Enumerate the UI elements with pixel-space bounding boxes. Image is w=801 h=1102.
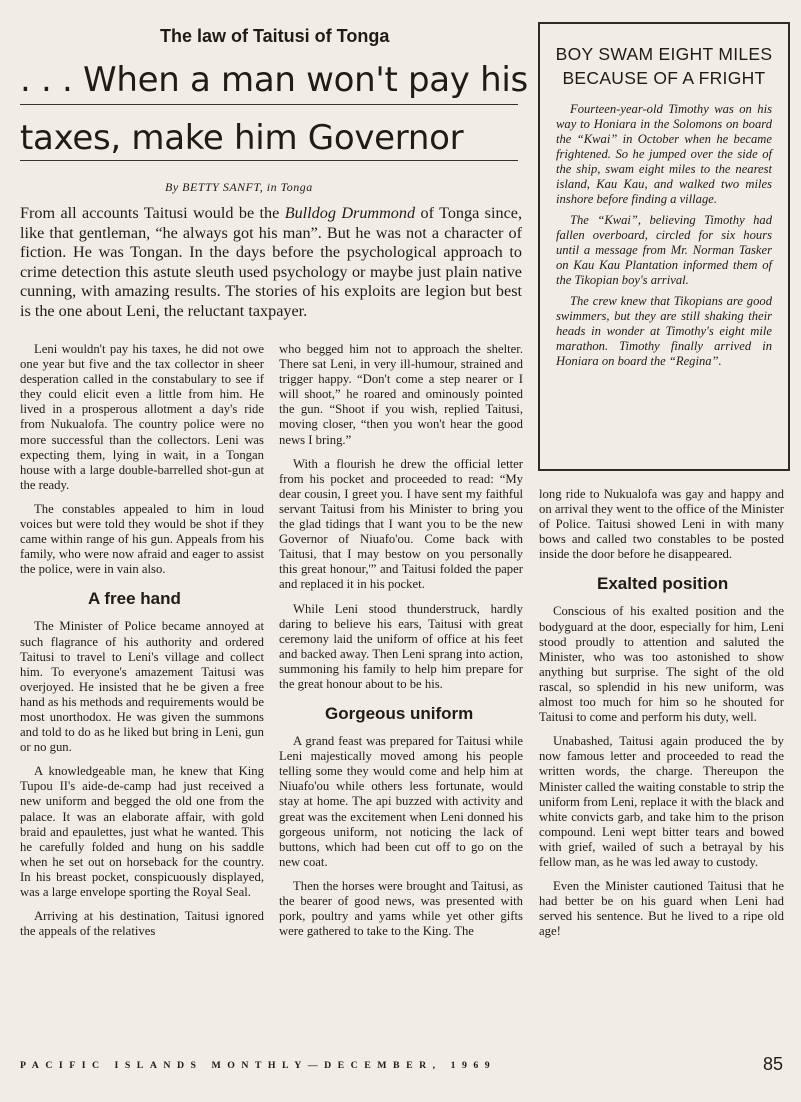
column-1-paragraph: A knowledgeable man, he knew that King Tupou II's aide-de-camp had just received a new uniform and begged the old one from the palace. It was an elaborate affair, with gold braid and epaulettes, just what he wanted. This he carefully folded and hung on his saddle when he set out on horseback for the country. In his breast pocket, conspicuously displayed, was a large envelope sporting the Royal Seal.: [20, 764, 264, 899]
sidebar-paragraph: Fourteen-year-old Timothy was on his way to Honiara in the Solomons on board the “Kwai” in October when he became frightened. So he jumped over the side of the ship, swam eight miles to the nearest island, Kau Kau, and walked two miles inshore before finding a village.: [556, 102, 772, 206]
intro-text-before: From all accounts Taitusi would be the: [20, 204, 285, 222]
column-2-lead: who begged him not to approach the shelter. There sat Leni, in very ill-humour, strained and trigger happy. “Don't come a step nearer or I will shoot,” he roared and ominously pointed the gun. “Shoot if you wish, replied Taitusi, moving closer, “then you won't hear the good news I bring.”: [279, 342, 523, 447]
sidebar-paragraph: The “Kwai”, believing Timothy had fallen overboard, circled for six hours until a message from Mr. Norman Tasker on Kau Kau Plantation informed them of the Tikopian boy's arrival.: [556, 213, 772, 287]
column-3-paragraph: Unabashed, Taitusi again produced the by now famous letter and proceeded to read the written words, the charge. Thereupon the Minister called the waiting constable to strip the uniform from Leni, replace it with the black and white convicts garb, and take him to the prison compound. Leni wept bitter tears and bowed with grief, wailed of such a betrayal by his fellow man, as he was led away to custody.: [539, 734, 784, 869]
column-3-paragraph: Even the Minister cautioned Taitusi that he had better be on his guard when Leni had served his sentence. But he lived to a ripe old age!: [539, 879, 784, 939]
intro-emphasis: Bulldog Drummond: [284, 204, 416, 222]
column-2: [279, 342, 523, 948]
sidebar-body: [544, 102, 784, 369]
column-3-paragraph: Conscious of his exalted position and the bodyguard at the door, especially for him, Leni stood proudly to attention and saluted the Minister, who was too astonished to show anything but surprise. The sight of the old rascal, so splendid in his new uniform, was almost too much for him so he shouted for Taitusi to come and perform his duty, well.: [539, 604, 784, 725]
headline-rule-2: [20, 160, 518, 161]
column-1-paragraph: The Minister of Police became annoyed at such flagrance of his authority and ordered Taitusi to travel to Leni's village and collect him. To everyone's amazement Taitusi was overjoyed. He insisted that he be given a free hand as his methods and requirements would be most unorthodox. He was given the summons and told to do as he liked but bring in Leni, gun or no gun.: [20, 619, 264, 755]
column-1-paragraph: Leni wouldn't pay his taxes, he did not owe one year but five and the tax collector in sheer desperation called in the constabulary to see if they could elicit even a little from him. He lived in a prosperous allotment a day's ride from Nukualofa. The country police were no more successful than the collectors. Leni was expecting them, lying in wait, in a Tongan house with a large double-barrelled shot-gun at the ready.: [20, 342, 264, 492]
intro-text-after: of Tonga since, like that gentleman, “he always got his man”. But he was not a character of fiction. He was Tongan. In the days before the psychological approach to crime detection this astute sleuth used psychology or maybe just plain native cunning, with amazing results. The stories of his exploits are legion but best is the one about Leni, the reluctant taxpayer.: [20, 204, 522, 320]
column-2-paragraph: A grand feast was prepared for Taitusi while Leni majestically moved among his people telling some they would come and help him at Niuafo'ou while others less fortunate, would stay at home. The api buzzed with activity and great was the excitement when Leni donned his gorgeous uniform, not noticing the lack of buttons, which had been cut off to go on the new coat.: [279, 734, 523, 869]
intro-paragraph: [20, 204, 522, 322]
footer-publication: PACIFIC ISLANDS MONTHLY—DECEMBER, 1969: [20, 1060, 497, 1071]
headline-line-2: taxes, make him Governor: [20, 118, 464, 158]
headline-rule-1: [20, 104, 518, 105]
headline-line-1: . . . When a man won't pay his: [20, 60, 528, 100]
subhead-gorgeous-uniform: Gorgeous uniform: [325, 704, 474, 724]
column-1: [20, 342, 264, 948]
column-3-lead: long ride to Nukualofa was gay and happy and on arrival they went to the office of the Minister of Police. Taitusi showed Leni in with many bows and called two constables to be posted inside the door before he disappeared.: [539, 487, 784, 562]
byline: By BETTY SANFT, in Tonga: [165, 180, 313, 194]
column-2-paragraph: Then the horses were brought and Taitusi, as the bearer of good news, was presented with pork, poultry and yams while yet other gifts were gathered to take to the King. The: [279, 878, 523, 939]
sidebar-box: [538, 22, 790, 471]
article-kicker: The law of Taitusi of Tonga: [160, 26, 390, 46]
column-1-paragraph: Arriving at his destination, Taitusi ignored the appeals of the relatives: [20, 909, 264, 939]
subhead-exalted-position: Exalted position: [597, 574, 729, 594]
column-2-paragraph: While Leni stood thunderstruck, hardly daring to believe his ears, Taitusi with great ceremony laid the uniform of office at his feet and backed away. Then Leni sprang into action, summoning his family to help him prepare for the great honour about to be his.: [279, 601, 523, 691]
page-number: 85: [763, 1054, 784, 1074]
column-1-paragraph: The constables appealed to him in loud voices but were told they would be shot if they came within range of his gun. Appeals from his family, who were now afraid and eager to assist the police, were in vain also.: [20, 501, 264, 577]
column-2-paragraph: With a flourish he drew the official letter from his pocket and proceeded to read: “My dear cousin, I greet you. I have sent my faithful servant Taitusi from his Minister to bring you the glad tidings that I want you to be the new Governor of Niuafo'ou. Come back with Taitusi, that I may bestow on you personally this great honour,'” and Taitusi folded the paper and replaced it in his pocket.: [279, 456, 523, 592]
subhead-a-free-hand: A free hand: [88, 589, 181, 609]
column-3: [539, 487, 784, 948]
sidebar-paragraph: The crew knew that Tikopians are good swimmers, but they are still shaking their heads in wonder at Timothy's eight mile marathon. Timothy finally arrived in Honiara on board the “Regina”.: [556, 294, 772, 368]
sidebar-title: BOY SWAM EIGHT MILES BECAUSE OF A FRIGHT: [555, 44, 773, 88]
